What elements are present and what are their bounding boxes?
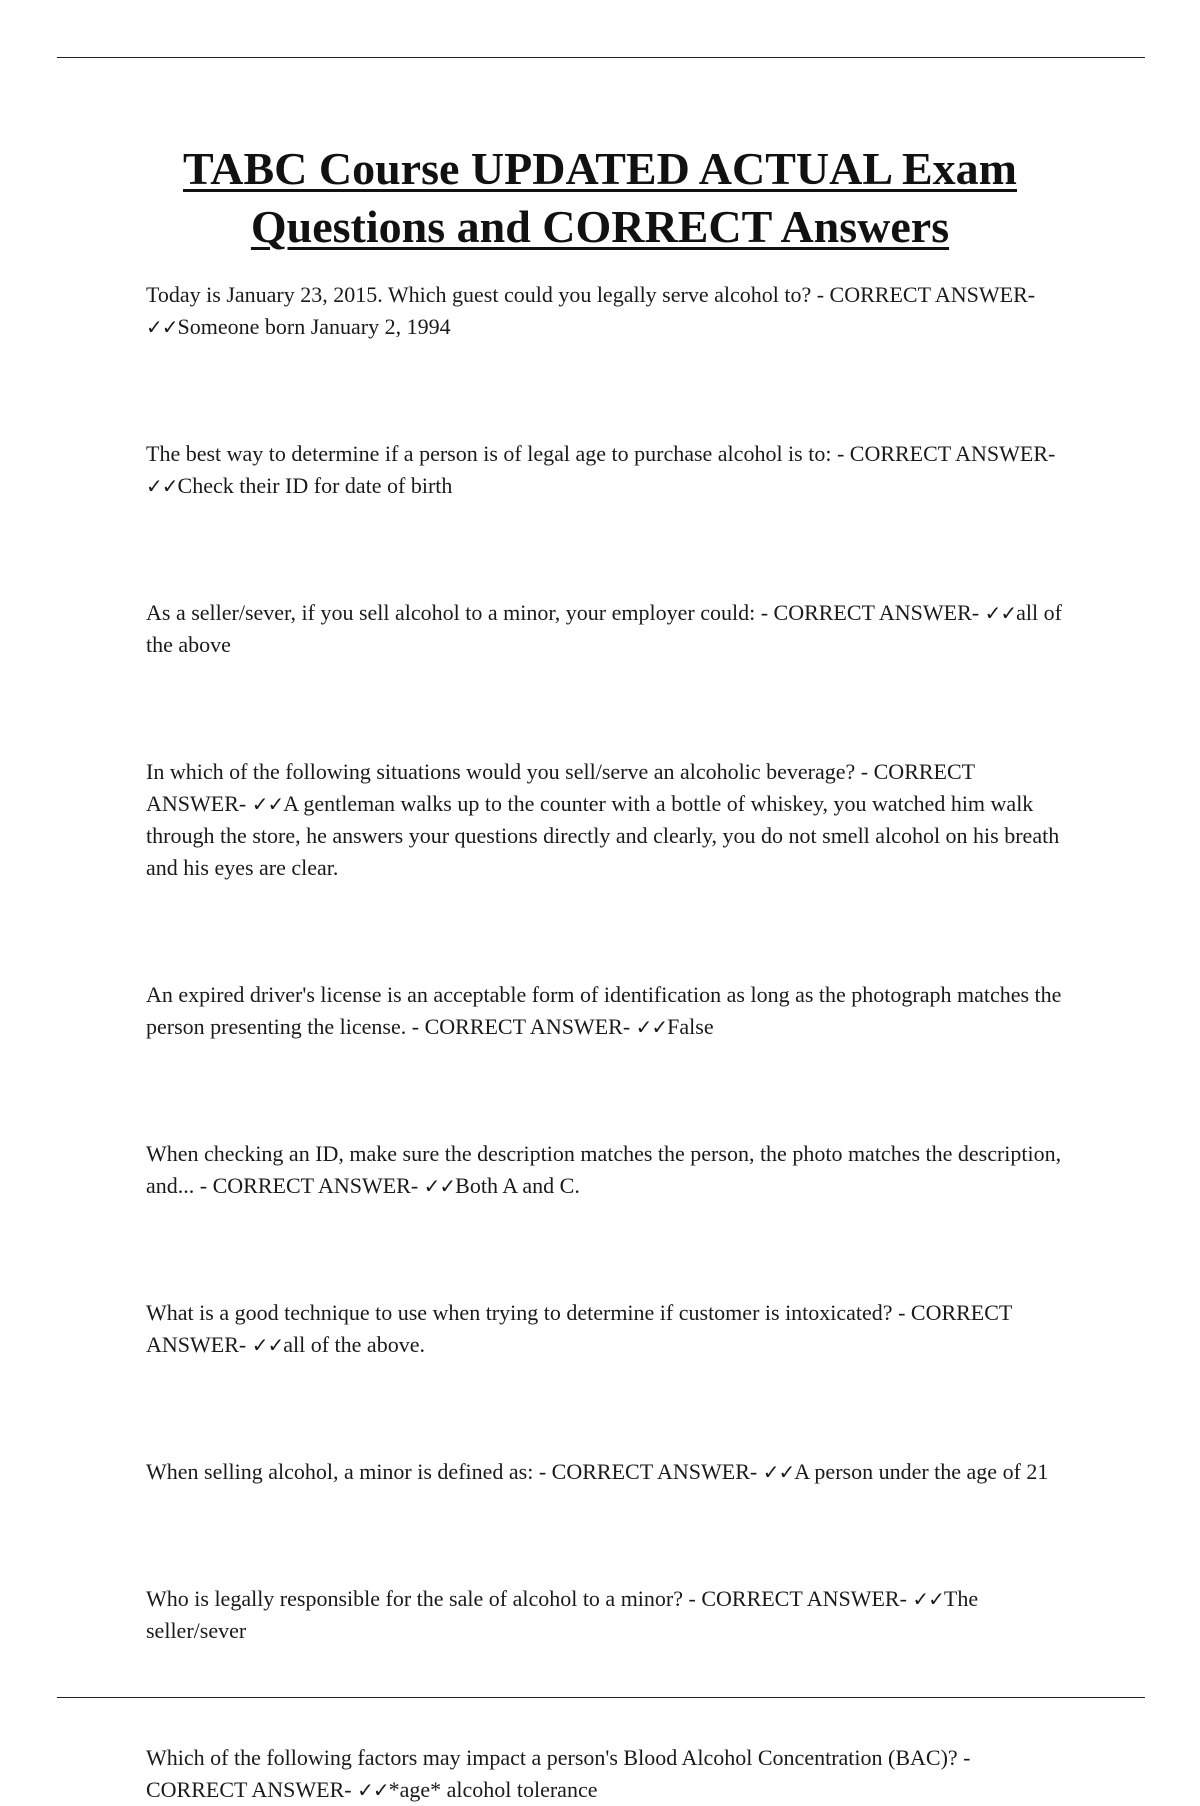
document-title	[100, 140, 1100, 256]
answer-text: A gentleman walks up to the counter with a bottle of whiskey, you watched him walk through the store, he answers your questions directly and clearly, you do not smell alcohol on his breath and his eyes are clear.	[146, 791, 1060, 880]
answer-text: False	[667, 1014, 714, 1039]
title-line-2: Questions and CORRECT Answers	[250, 201, 950, 252]
answer-text: Someone born January 2, 1994	[177, 314, 451, 339]
qa-item	[146, 279, 1066, 343]
qa-item	[146, 1583, 1066, 1647]
qa-item	[146, 1138, 1066, 1202]
question-text: Today is January 23, 2015. Which guest could you legally serve alcohol to? - CORRECT ANSWER-	[146, 282, 1036, 307]
double-check-icon: ✓✓	[912, 1587, 944, 1611]
answer-text: A person under the age of 21	[794, 1459, 1049, 1484]
question-text: As a seller/sever, if you sell alcohol to a minor, your employer could: - CORRECT ANSWER-	[146, 600, 985, 625]
answer-text: *age* alcohol tolerance	[388, 1777, 598, 1802]
qa-item	[146, 1456, 1066, 1488]
double-check-icon: ✓✓	[984, 601, 1017, 625]
question-text: Who is legally responsible for the sale of alcohol to a minor? - CORRECT ANSWER-	[146, 1586, 913, 1611]
answer-text: Check their ID for date of birth	[177, 473, 453, 498]
answer-text: Both A and C.	[455, 1173, 580, 1198]
question-text: When selling alcohol, a minor is defined as: - CORRECT ANSWER-	[146, 1459, 763, 1484]
answer-text: all of the above	[146, 600, 1062, 657]
qa-item	[146, 1742, 1066, 1806]
qa-item	[146, 979, 1066, 1043]
double-check-icon: ✓✓	[251, 1333, 284, 1357]
qa-item	[146, 1297, 1066, 1361]
double-check-icon: ✓✓	[146, 315, 178, 339]
title-line-1: TABC Course UPDATED ACTUAL Exam	[182, 143, 1018, 194]
question-text: The best way to determine if a person is of legal age to purchase alcohol is to: - CORRECT ANSWER-	[146, 441, 1056, 466]
qa-list	[146, 279, 1066, 1806]
double-check-icon: ✓✓	[762, 1460, 795, 1484]
qa-item	[146, 597, 1066, 661]
double-check-icon: ✓✓	[146, 474, 178, 498]
question-text: An expired driver's license is an acceptable form of identification as long as the photograph matches the person presenting the license. - CORRECT ANSWER-	[146, 982, 1062, 1039]
answer-text: The seller/sever	[146, 1586, 979, 1643]
top-divider	[57, 57, 1145, 58]
double-check-icon: ✓✓	[423, 1174, 456, 1198]
double-check-icon: ✓✓	[357, 1778, 389, 1802]
question-text: What is a good technique to use when trying to determine if customer is intoxicated? - CORRECT ANSWER-	[146, 1300, 1012, 1357]
bottom-divider	[57, 1697, 1145, 1698]
qa-item	[146, 438, 1066, 502]
question-text: Which of the following factors may impact a person's Blood Alcohol Concentration (BAC)? - CORRECT ANSWER-	[146, 1745, 971, 1802]
qa-item	[146, 756, 1066, 884]
answer-text: all of the above.	[283, 1332, 425, 1357]
question-text: In which of the following situations would you sell/serve an alcoholic beverage? - CORRECT ANSWER-	[146, 759, 975, 816]
question-text: When checking an ID, make sure the description matches the person, the photo matches the description, and... - CORRECT ANSWER-	[146, 1141, 1062, 1198]
double-check-icon: ✓✓	[251, 792, 284, 816]
double-check-icon: ✓✓	[635, 1015, 668, 1039]
